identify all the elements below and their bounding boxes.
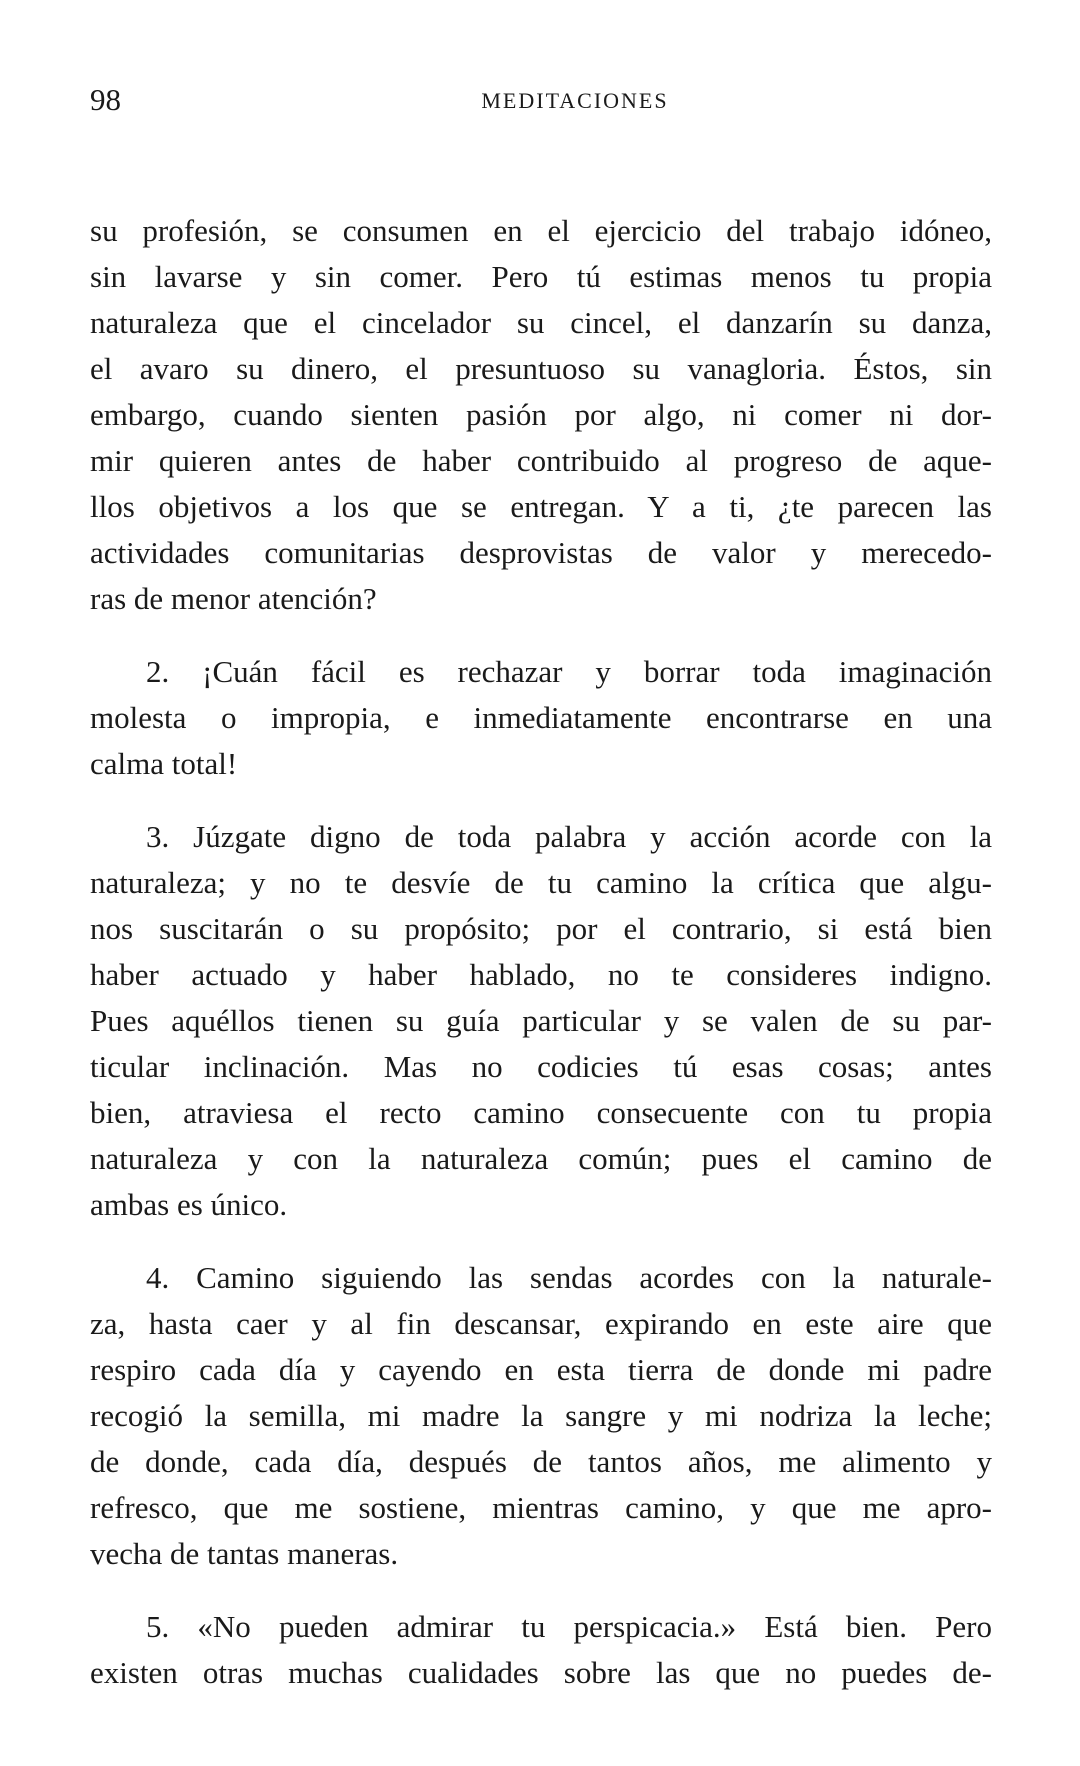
paragraph-5	[90, 1604, 992, 1696]
text-line: nos suscitarán o su propósito; por el contrario, si está bien	[90, 911, 992, 946]
text-line: molesta o impropia, e inmediatamente encontrarse en una	[90, 700, 992, 735]
page-number: 98	[90, 82, 121, 117]
text-line: el avaro su dinero, el presuntuoso su vanagloria. Éstos, sin	[90, 351, 992, 386]
text-line: ambas es único.	[90, 1187, 288, 1222]
text-line: refresco, que me sostiene, mientras camino, y que me apro-	[90, 1490, 992, 1525]
text-line: vecha de tantas maneras.	[90, 1536, 399, 1571]
text-line: existen otras muchas cualidades sobre las que no puedes de-	[90, 1655, 992, 1690]
text-line: llos objetivos a los que se entregan. Y a ti, ¿te parecen las	[90, 489, 992, 524]
text-line: embargo, cuando sienten pasión por algo, ni comer ni dor-	[90, 397, 992, 432]
text-line: recogió la semilla, mi madre la sangre y mi nodriza la leche;	[90, 1398, 992, 1433]
text-line: 4. Camino siguiendo las sendas acordes con la naturale-	[146, 1260, 992, 1295]
paragraph-4	[90, 1255, 992, 1577]
text-line: calma total!	[90, 746, 238, 781]
text-line: naturaleza y con la naturaleza común; pues el camino de	[90, 1141, 992, 1176]
text-line: naturaleza; y no te desvíe de tu camino la crítica que algu-	[90, 865, 992, 900]
paragraph-2	[90, 649, 992, 787]
text-line: respiro cada día y cayendo en esta tierra de donde mi padre	[90, 1352, 992, 1387]
text-line: sin lavarse y sin comer. Pero tú estimas menos tu propia	[90, 259, 992, 294]
page-header	[90, 80, 990, 124]
text-line: Pues aquéllos tienen su guía particular y se valen de su par-	[90, 1003, 992, 1038]
text-line: ras de menor atención?	[90, 581, 377, 616]
text-line: 2. ¡Cuán fácil es rechazar y borrar toda imaginación	[146, 654, 992, 689]
text-line: ticular inclinación. Mas no codicies tú esas cosas; antes	[90, 1049, 992, 1084]
text-line: de donde, cada día, después de tantos años, me alimento y	[90, 1444, 992, 1479]
body-text	[90, 208, 992, 1696]
text-line: actividades comunitarias desprovistas de valor y merecedo-	[90, 535, 992, 570]
paragraph-3	[90, 814, 992, 1228]
paragraph-continuation	[90, 208, 992, 622]
text-line: naturaleza que el cincelador su cincel, el danzarín su danza,	[90, 305, 992, 340]
text-line: haber actuado y haber hablado, no te consideres indigno.	[90, 957, 992, 992]
text-line: bien, atraviesa el recto camino consecuente con tu propia	[90, 1095, 992, 1130]
text-line: 3. Júzgate digno de toda palabra y acción acorde con la	[146, 819, 992, 854]
text-line: 5. «No pueden admirar tu perspicacia.» Está bien. Pero	[146, 1609, 992, 1644]
text-line: za, hasta caer y al fin descansar, expirando en este aire que	[90, 1306, 992, 1341]
running-title: MEDITACIONES	[481, 88, 669, 113]
text-line: mir quieren antes de haber contribuido al progreso de aque-	[90, 443, 992, 478]
text-line: su profesión, se consumen en el ejercicio del trabajo idóneo,	[90, 213, 992, 248]
